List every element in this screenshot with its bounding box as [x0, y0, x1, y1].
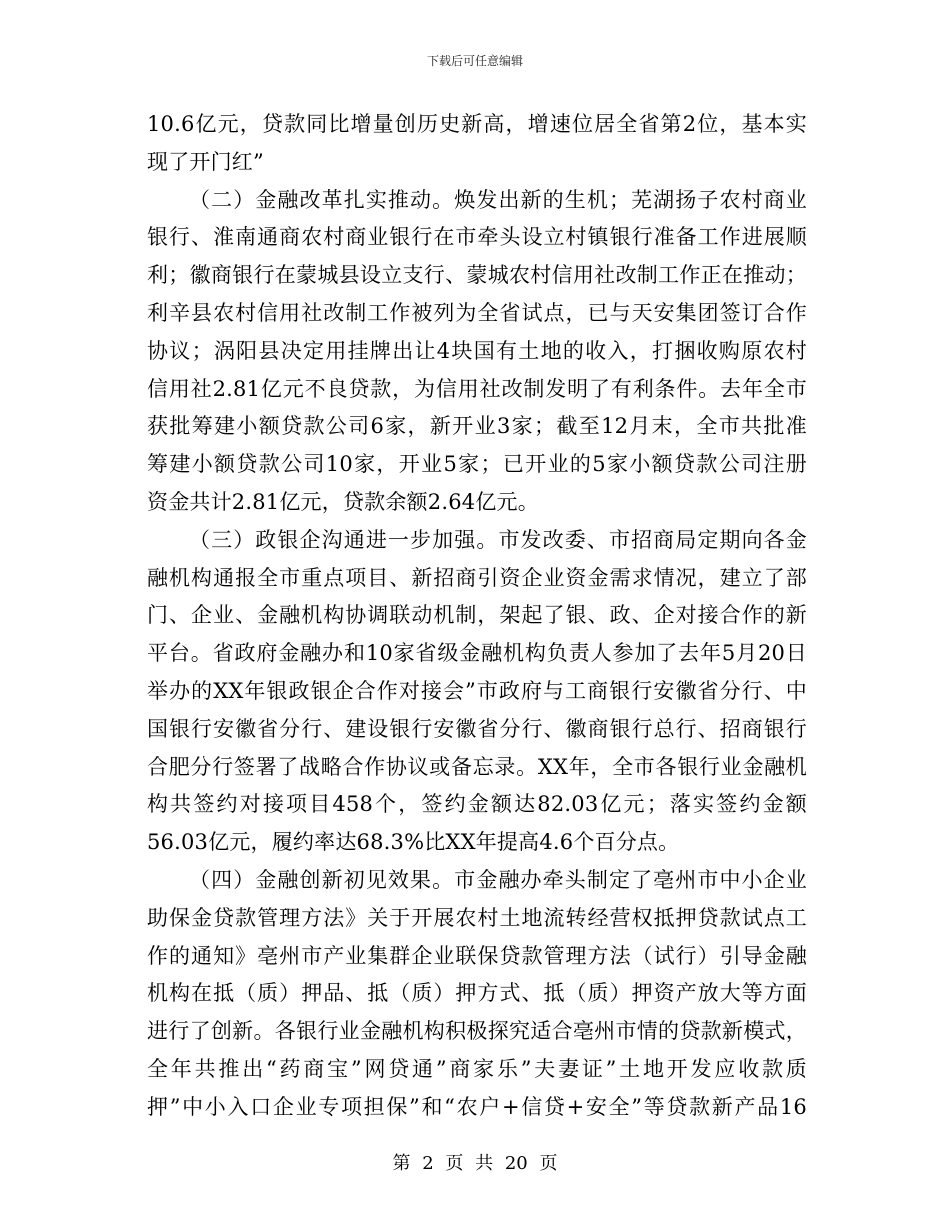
- text-line: 全年共推出“药商宝”网贷通”商家乐”夫妻证”土地开发应收款质: [147, 1056, 807, 1081]
- text-line: 合肥分行签署了战略合作协议或备忘录。XX年，全市各银行业金融机: [147, 754, 807, 779]
- text-line: 进行了创新。各银行业金融机构积极探究适合亳州市情的贷款新模式，: [147, 1019, 807, 1044]
- page-number: 第 2 页 共 20 页: [392, 1153, 558, 1174]
- text-line: 机构在抵（质）押品、抵（质）押方式、抵（质）押资产放大等方面: [147, 981, 807, 1006]
- text-line: 利；徽商银行在蒙城县设立支行、蒙城农村信用社改制工作正在推动；: [147, 263, 807, 288]
- text-line: 10.6亿元，贷款同比增量创历史新高，增速位居全省第2位，基本实: [147, 112, 807, 136]
- text-line: 押”中小入口企业专项担保”和“农户+信贷+安全”等贷款新产品16: [147, 1094, 807, 1119]
- text-line: 融机构通报全市重点项目、新招商引资企业资金需求情况，建立了部: [147, 565, 807, 590]
- text-line: （四）金融创新初见效果。市金融办牵头制定了亳州市中小企业: [189, 867, 807, 892]
- page-header: 下载后可任意编辑: [426, 54, 523, 68]
- text-line: 现了开门红”: [147, 149, 264, 174]
- text-line: 56.03亿元，履约率达68.3%比XX年提高4.6个百分点。: [147, 830, 680, 855]
- text-line: 平台。省政府金融办和10家省级金融机构负责人参加了去年5月20日: [147, 641, 807, 666]
- text-line: 门、企业、金融机构协调联动机制，架起了银、政、企对接合作的新: [147, 603, 807, 628]
- text-line: 助保金贷款管理方法》关于开展农村土地流转经营权抵押贷款试点工: [147, 905, 807, 930]
- text-line: 举办的XX年银政银企合作对接会”市政府与工商银行安徽省分行、中: [147, 678, 807, 703]
- text-line: （二）金融改革扎实推动。焕发出新的生机；芜湖扬子农村商业: [189, 187, 807, 212]
- text-line: 作的通知》亳州市产业集群企业联保贷款管理方法（试行）引导金融: [147, 943, 807, 968]
- text-line: 筹建小额贷款公司10家，开业5家；已开业的5家小额贷款公司注册: [147, 452, 807, 477]
- text-line: 资金共计2.81亿元，贷款余额2.64亿元。: [147, 489, 539, 514]
- text-line: 协议；涡阳县决定用挂牌出让4块国有土地的收入，打捆收购原农村: [147, 338, 807, 363]
- text-line: 构共签约对接项目458个，签约金额达82.03亿元；落实签约金额: [147, 792, 807, 817]
- text-line: 国银行安徽省分行、建设银行安徽省分行、徽商银行总行、招商银行: [147, 716, 807, 741]
- text-line: 获批筹建小额贷款公司6家，新开业3家；截至12月末，全市共批准: [147, 414, 807, 439]
- body-text: [147, 106, 807, 1127]
- text-line: 银行、淮南通商农村商业银行在市牵头设立村镇银行准备工作进展顺: [147, 225, 807, 250]
- text-line: 信用社2.81亿元不良贷款，为信用社改制发明了有利条件。去年全市: [147, 376, 807, 401]
- text-line: 利辛县农村信用社改制工作被列为全省试点，已与天安集团签订合作: [147, 300, 807, 325]
- text-line: （三）政银企沟通进一步加强。市发改委、市招商局定期向各金: [189, 527, 807, 552]
